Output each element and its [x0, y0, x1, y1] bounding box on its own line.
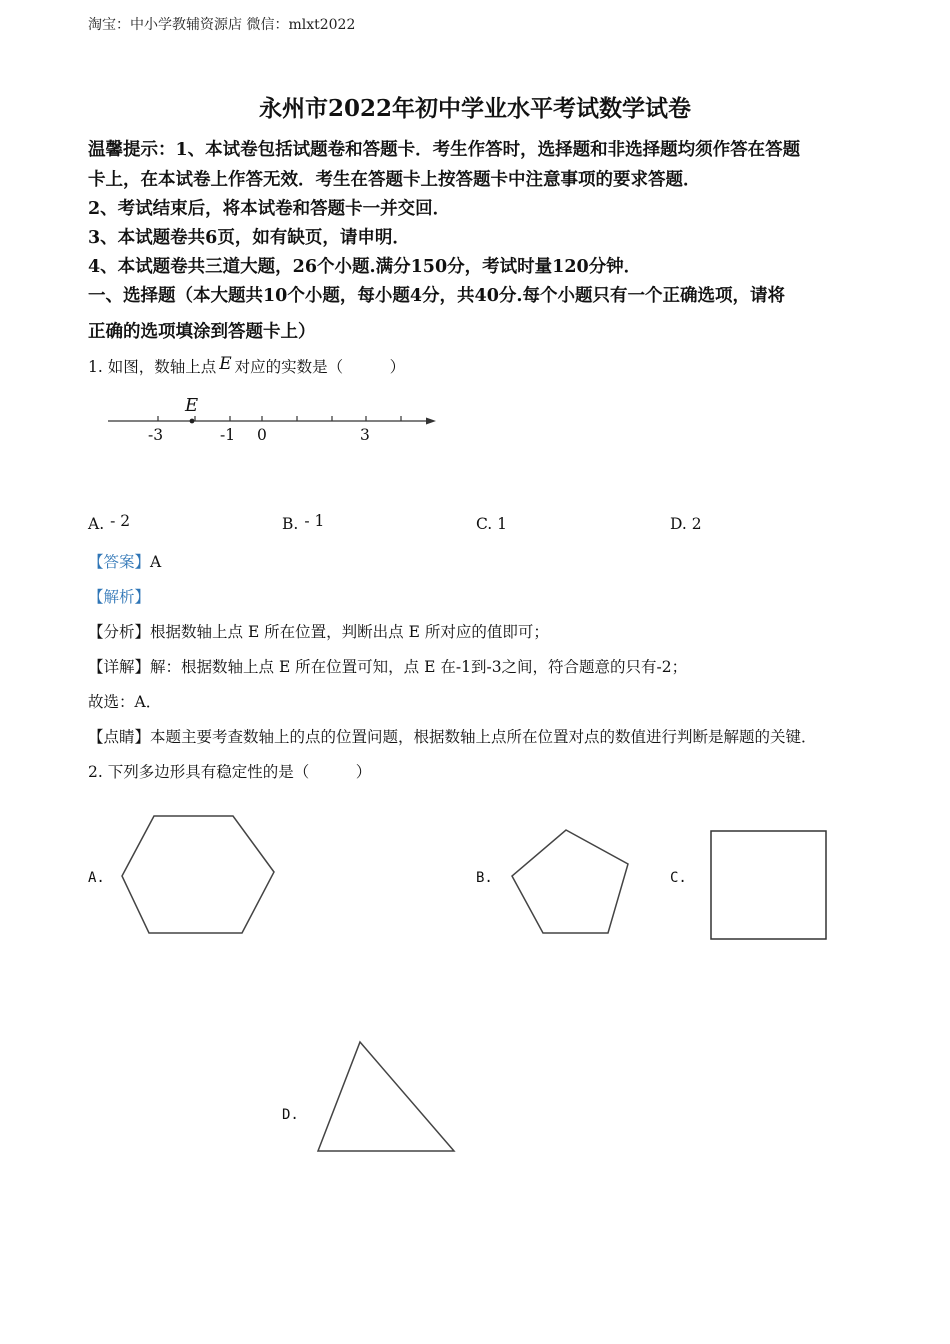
- fenxi-line: 【分析】根据数轴上点 E 所在位置，判断出点 E 所对应的值即可；: [88, 623, 549, 641]
- dianjing-line: 【点睛】本题主要考查数轴上的点的位置问题，根据数轴上点所在位置对点的数值进行判断是解题的关键．: [88, 728, 817, 746]
- notice-line-1: 温馨提示：1、本试卷包括试题卷和答题卡．考生作答时，选择题和非选择题均须作答在答题: [88, 140, 801, 160]
- answer-tag: 【答案】: [88, 553, 151, 571]
- q1-option-c[interactable]: C. 1: [476, 515, 508, 533]
- notice-line-5: 4、本试题卷共三道大题，26个小题.满分150分，考试时量120分钟．: [88, 257, 642, 277]
- tick-label-0: 0: [257, 426, 267, 444]
- axis-point-e-label: E: [185, 395, 199, 416]
- notice-line-2: 卡上，在本试卷上作答无效．考生在答题卡上按答题卡中注意事项的要求答题．: [88, 170, 701, 190]
- q1-stem-pre: 1. 如图，数轴上点: [88, 358, 217, 376]
- q1-point-label: E: [219, 354, 232, 374]
- tick-label-neg1: -1: [220, 426, 236, 444]
- q2-option-d-label[interactable]: D.: [282, 1107, 299, 1123]
- q1-stem-post: 对应的实数是（ ）: [234, 358, 406, 376]
- answer-value: A: [150, 553, 162, 571]
- q1-option-a[interactable]: A. - 2: [88, 512, 131, 533]
- hexagon-shape: [122, 816, 274, 933]
- q1-option-d[interactable]: D. 2: [670, 515, 702, 533]
- q2-option-c-label[interactable]: C.: [670, 870, 687, 886]
- q2-option-a-label[interactable]: A.: [88, 870, 105, 886]
- notice-line-4: 3、本试题卷共6页，如有缺页，请申明．: [88, 228, 410, 248]
- section-heading-line-1: 一、选择题（本大题共10个小题，每小题4分，共40分.每个小题只有一个正确选项，请将: [88, 286, 785, 306]
- tick-label-3: 3: [360, 426, 370, 444]
- choose-line: 故选：A．: [88, 693, 162, 711]
- q1-option-b[interactable]: B. - 1: [282, 512, 325, 533]
- xiangjie-line: 【详解】解：根据数轴上点 E 所在位置可知，点 E 在-1到-3之间，符合题意的只有-2；: [88, 658, 688, 676]
- square-shape: [711, 831, 826, 939]
- pentagon-shape: [512, 830, 628, 933]
- notice-line-3: 2、考试结束后，将本试卷和答题卡一并交回．: [88, 199, 451, 219]
- page-header: 淘宝：中小学教辅资源店 微信：mlxt2022: [88, 17, 356, 33]
- analysis-tag: 【解析】: [88, 588, 151, 606]
- tick-label-neg3: -3: [148, 426, 164, 444]
- q2-option-b-label[interactable]: B.: [476, 870, 493, 886]
- q2-stem: 2. 下列多边形具有稳定性的是（ ）: [88, 763, 372, 781]
- section-heading-line-2: 正确的选项填涂到答题卡上）: [88, 322, 316, 342]
- exam-title: 永州市2022年初中学业水平考试数学试卷: [258, 95, 691, 122]
- triangle-shape: [318, 1042, 454, 1151]
